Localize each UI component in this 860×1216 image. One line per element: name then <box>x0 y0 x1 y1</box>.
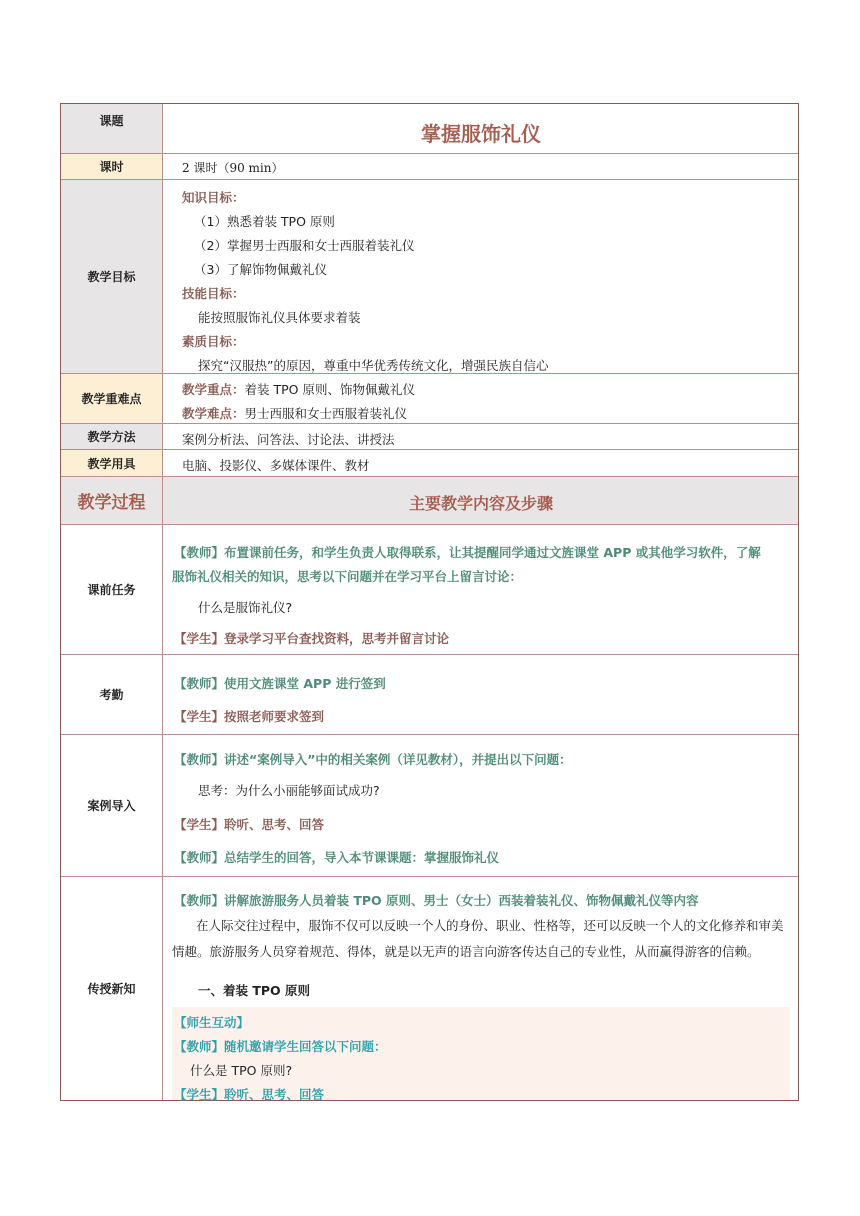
method-value: 案例分析法、问答法、讨论法、讲授法 <box>182 432 395 447</box>
knowledge-item: （2）掌握男士西服和女士西服着装礼仪 <box>194 238 415 253</box>
key-point-text: 着装 TPO 原则、饰物佩戴礼仪 <box>244 382 415 397</box>
row-hours <box>61 154 798 180</box>
new-teacher: 【教师】讲解旅游服务人员着装 TPO 原则、男士（女士）西装着装礼仪、饰物佩戴礼仪等内容 <box>174 893 699 908</box>
quality-heading: 素质目标： <box>182 334 245 349</box>
row-topic <box>61 104 798 154</box>
row-pre-task <box>61 525 798 655</box>
quality-text: 探究“汉服热”的原因，尊重中华优秀传统文化，增强民族自信心 <box>198 358 549 373</box>
pre-task-teacher: 【教师】布置课前任务，和学生负责人取得联系，让其提醒同学通过文旌课堂 APP 或其他学习软件，了解 <box>174 545 761 560</box>
skill-text: 能按照服饰礼仪具体要求着装 <box>198 310 361 325</box>
row-case <box>61 735 798 877</box>
label-pre-task: 课前任务 <box>61 525 163 654</box>
difficult-point-text: 男士西服和女士西服着装礼仪 <box>244 406 408 421</box>
label-hours: 课时 <box>61 154 163 179</box>
interaction-teacher: 【教师】随机邀请学生回答以下问题： <box>174 1039 387 1054</box>
hours-value: 2 课时（90 min） <box>182 161 284 175</box>
knowledge-item: （1）熟悉着装 TPO 原则 <box>194 214 335 229</box>
label-tools: 教学用具 <box>61 450 163 476</box>
difficult-point-label: 教学难点： <box>182 406 245 421</box>
row-new-knowledge <box>61 877 798 1100</box>
case-student: 【学生】聆听、思考、回答 <box>174 817 325 832</box>
pre-task-question: 什么是服饰礼仪? <box>198 600 293 615</box>
knowledge-heading: 知识目标： <box>182 190 245 205</box>
row-focus <box>61 374 798 424</box>
interaction-question: 什么是 TPO 原则? <box>190 1063 293 1078</box>
interaction-tag: 【师生互动】 <box>174 1015 250 1030</box>
new-paragraph: 在人际交往过程中，服饰不仅可以反映一个人的身份、职业、性格等，还可以反映一个人的文化修养和审美情趣。旅游服务人员穿着规范、得体，就是以无声的语言向游客传达自己的专业性，从而赢得游客的信赖。 <box>172 918 784 959</box>
label-process: 教学过程 <box>61 477 163 524</box>
case-teacher: 【教师】讲述“案例导入”中的相关案例（详见教材），并提出以下问题： <box>174 752 572 767</box>
row-process-header <box>61 477 798 525</box>
case-question: 思考：为什么小丽能够面试成功? <box>198 783 380 798</box>
attendance-student: 【学生】按照老师要求签到 <box>174 709 325 724</box>
key-point-label: 教学重点： <box>182 382 245 397</box>
knowledge-item: （3）了解饰物佩戴礼仪 <box>194 262 327 277</box>
tools-value: 电脑、投影仪、多媒体课件、教材 <box>182 458 370 473</box>
row-goals <box>61 180 798 374</box>
case-summary: 【教师】总结学生的回答，导入本节课课题：掌握服饰礼仪 <box>174 850 500 865</box>
label-case: 案例导入 <box>61 735 163 876</box>
label-method: 教学方法 <box>61 424 163 449</box>
row-tools <box>61 450 798 477</box>
interaction-student: 【学生】聆听、思考、回答 <box>174 1087 325 1102</box>
pre-task-student: 【学生】登录学习平台查找资料，思考并留言讨论 <box>174 631 450 646</box>
label-focus: 教学重难点 <box>61 374 163 423</box>
interaction-box <box>172 1007 790 1100</box>
row-method <box>61 424 798 450</box>
label-topic: 课题 <box>61 104 163 153</box>
label-new-knowledge: 传授新知 <box>61 877 163 1100</box>
attendance-teacher: 【教师】使用文旌课堂 APP 进行签到 <box>174 676 386 691</box>
section-heading: 一、着装 TPO 原则 <box>198 983 311 998</box>
process-title: 主要教学内容及步骤 <box>408 494 553 513</box>
pre-task-teacher: 服饰礼仪相关的知识，思考以下问题并在学习平台上留言讨论： <box>172 569 523 584</box>
label-attendance: 考勤 <box>61 655 163 734</box>
row-attendance <box>61 655 798 735</box>
label-goals: 教学目标 <box>61 180 163 373</box>
lesson-plan-table <box>60 103 799 1101</box>
lesson-title: 掌握服饰礼仪 <box>421 122 541 146</box>
skill-heading: 技能目标： <box>182 286 245 301</box>
